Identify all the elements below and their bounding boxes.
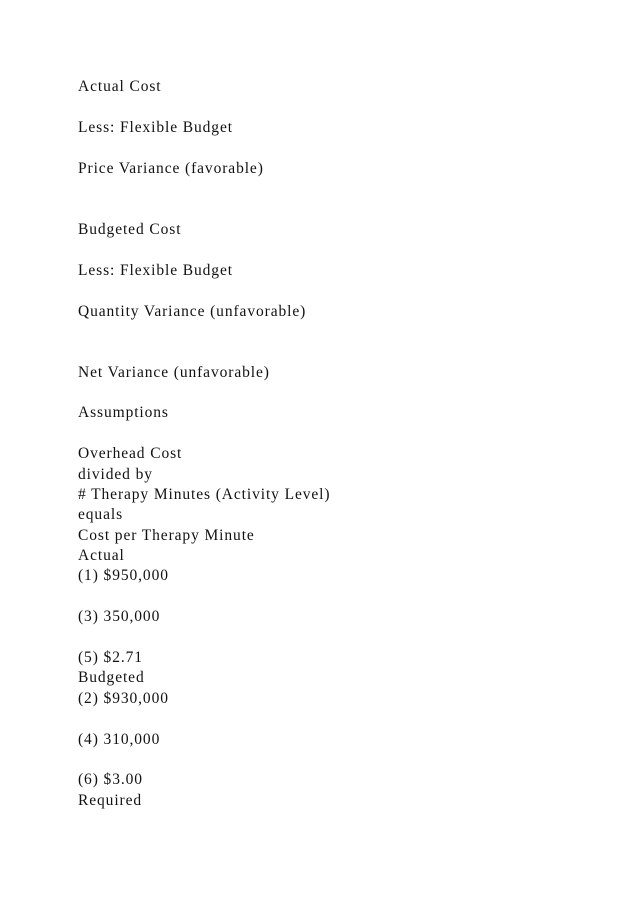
text-line-cost-per-minute: Cost per Therapy Minute — [78, 527, 255, 544]
text-line-assumptions: Assumptions — [78, 404, 169, 421]
text-line-net-variance: Net Variance (unfavorable) — [78, 364, 270, 381]
text-line-overhead-cost: Overhead Cost — [78, 445, 183, 462]
text-line-item-4: (4) 310,000 — [78, 731, 161, 748]
text-line-price-variance: Price Variance (favorable) — [78, 160, 264, 177]
text-line-budgeted: Budgeted — [78, 669, 145, 686]
text-line-item-3: (3) 350,000 — [78, 608, 161, 625]
text-line-divided-by: divided by — [78, 466, 153, 483]
text-line-item-2: (2) $930,000 — [78, 690, 169, 707]
text-line-item-5: (5) $2.71 — [78, 649, 143, 666]
text-line-therapy-minutes: # Therapy Minutes (Activity Level) — [78, 486, 331, 503]
text-line-required: Required — [78, 792, 143, 809]
text-line-less-flexible-budget-1: Less: Flexible Budget — [78, 119, 233, 136]
text-line-item-6: (6) $3.00 — [78, 771, 143, 788]
text-line-budgeted-cost: Budgeted Cost — [78, 221, 182, 238]
text-line-actual-cost: Actual Cost — [78, 78, 162, 95]
text-line-less-flexible-budget-2: Less: Flexible Budget — [78, 262, 233, 279]
text-line-actual: Actual — [78, 547, 125, 564]
text-line-equals: equals — [78, 506, 123, 523]
text-line-item-1: (1) $950,000 — [78, 567, 169, 584]
text-line-quantity-variance: Quantity Variance (unfavorable) — [78, 303, 307, 320]
